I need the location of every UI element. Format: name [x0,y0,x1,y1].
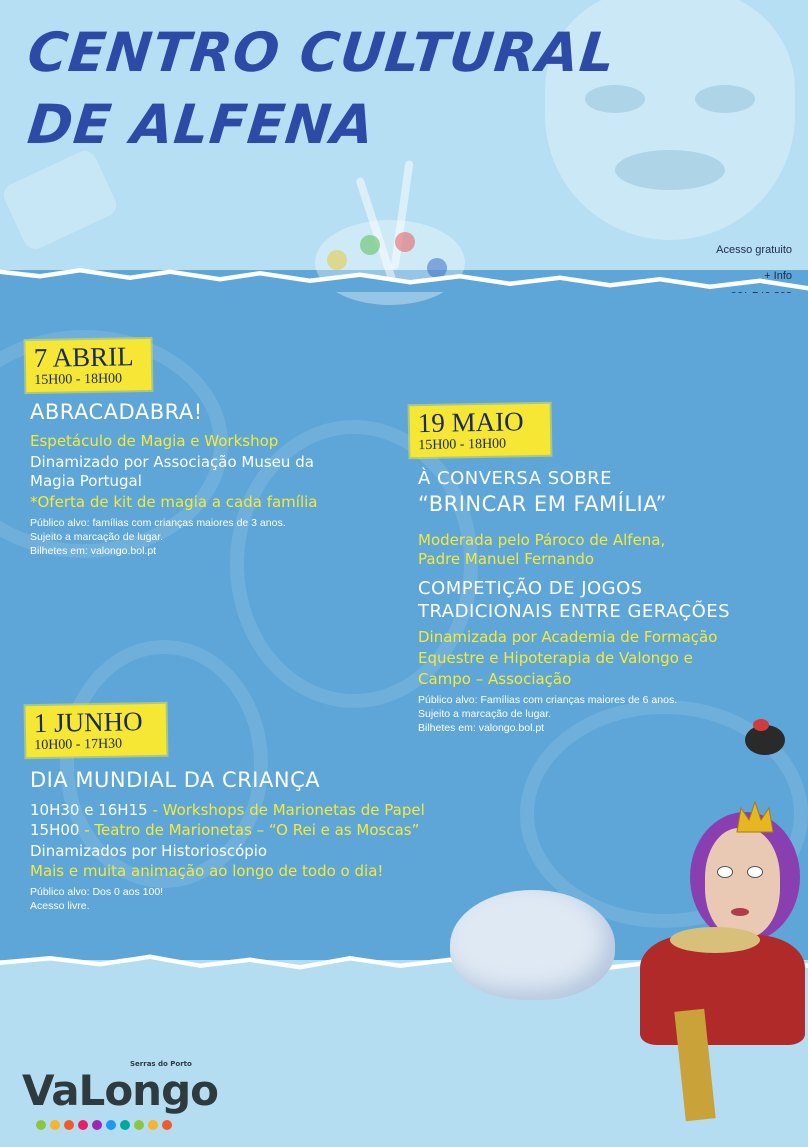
event2-title-l2: “BRINCAR EM FAMÍLIA” [418,492,667,516]
event3-line1 [30,801,425,820]
event1-audience: Público alvo: famílias com crianças maiores de 3 anos. [30,517,286,529]
event3-more: Mais e muita animação ao longo de todo o dia! [30,862,384,880]
event2-audience: Público alvo: Famílias com crianças maiores de 6 anos. [418,694,678,706]
event1-offer: *Oferta de kit de magia a cada família [30,493,318,511]
valongo-logo [22,1060,218,1115]
cloud-prop [450,890,615,1000]
event3-hours: 10H00 - 17H30 [34,736,123,754]
event3-access: Acesso livre. [30,900,90,912]
logo-dots [36,1120,172,1130]
torn-edge [0,262,808,292]
event2-date-badge [410,404,551,457]
event2-moderator-l2: Padre Manuel Fernando [418,550,595,568]
puppet-face [705,828,780,938]
puppet-body [640,935,805,1045]
event3-line2-text: - Teatro de Marionetas – “O Rei e as Moscas” [79,821,420,839]
event2-org-l3: Campo – Associação [418,670,572,688]
event2-hours: 15H00 - 18H00 [418,436,507,454]
event3-line1-time: 10H30 e 16H15 [30,801,148,819]
event2-org-l2: Equestre e Hipoterapia de Valongo e [418,649,693,667]
event1-booking: Sujeito a marcação de lugar. [30,531,164,543]
event2-date: 19 MAIO [417,406,524,439]
event3-date: 1 JUNHO [33,706,143,739]
event2-moderator-l1: Moderada pelo Pároco de Alfena, [418,531,666,549]
event3-organizer: Dinamizados por Historioscópio [30,842,268,860]
logo-text: VaLongo [22,1066,218,1115]
event1-organizer-l2: Magia Portugal [30,472,142,490]
crown-icon [735,800,775,834]
event1-title: ABRACADABRA! [30,400,203,424]
event1-organizer-l1: Dinamizado por Associação Museu da [30,453,314,471]
event1-subtitle: Espetáculo de Magia e Workshop [30,432,279,450]
event3-line2 [30,821,419,840]
event2-competition-l1: COMPETIÇÃO DE JOGOS [418,578,643,599]
event2-booking: Sujeito a marcação de lugar. [418,708,552,720]
page-title-line1: CENTRO CULTURAL [24,21,619,84]
info-label: + Info [764,270,792,282]
event3-line2-time: 15H00 [30,821,80,839]
page-title-line2: DE ALFENA [24,93,378,156]
event1-hours: 15H00 - 18H00 [34,371,123,388]
event1-date-badge [26,339,152,392]
event2-competition-l2: TRADICIONAIS ENTRE GERAÇÕES [418,601,731,622]
event3-title: DIA MUNDIAL DA CRIANÇA [30,768,321,792]
event2-tickets: Bilhetes em: valongo.bol.pt [418,722,545,734]
event3-date-badge [26,704,167,757]
fly-icon [745,725,785,755]
event2-org-l1: Dinamizada por Academia de Formação [418,628,718,646]
event1-tickets: Bilhetes em: valongo.bol.pt [30,545,157,557]
access-note: Acesso gratuito [716,244,792,256]
logo-tagline: Serras do Porto [130,1060,192,1068]
event3-audience: Público alvo: Dos 0 aos 100! [30,886,164,898]
event1-date: 7 ABRIL [33,341,134,373]
event2-title-l1: À CONVERSA SOBRE [418,468,613,489]
event3-line1-text: - Workshops de Marionetas de Papel [147,801,425,819]
